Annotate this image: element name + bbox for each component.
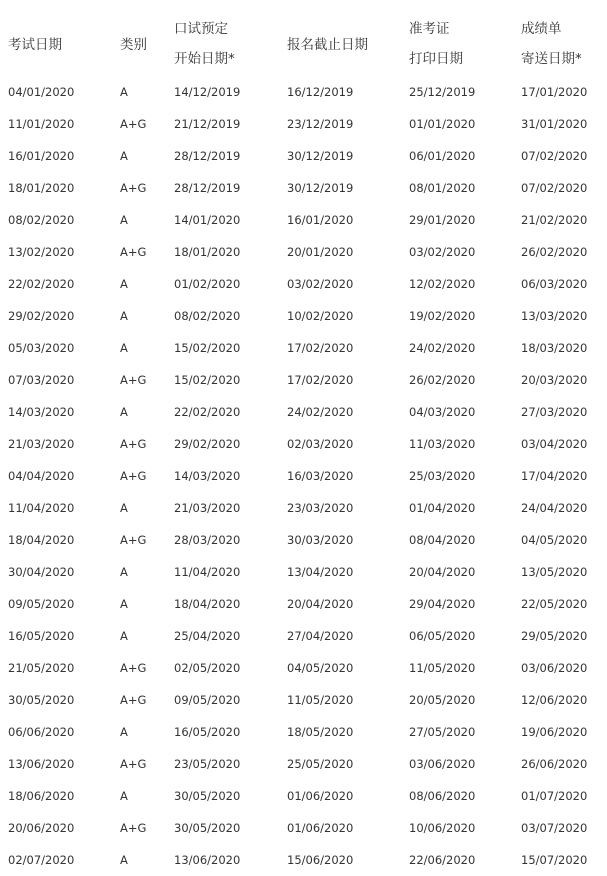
- admission-ticket-cell: 25/12/2019: [409, 85, 476, 99]
- category-cell: A: [120, 725, 128, 739]
- table-body: [0, 76, 607, 876]
- admission-ticket-cell: 24/02/2020: [409, 341, 476, 355]
- deadline-cell: 16/12/2019: [287, 85, 354, 99]
- speaking-start-cell: 18/01/2020: [174, 245, 241, 259]
- admission-ticket-cell: 20/04/2020: [409, 565, 476, 579]
- deadline-cell: 15/06/2020: [287, 853, 354, 867]
- deadline-cell: 30/12/2019: [287, 149, 354, 163]
- report-send-cell: 26/06/2020: [521, 757, 588, 771]
- category-cell: A: [120, 789, 128, 803]
- header-admission-ticket-line2: 打印日期: [409, 51, 463, 67]
- speaking-start-cell: 01/02/2020: [174, 277, 241, 291]
- deadline-cell: 20/04/2020: [287, 597, 354, 611]
- category-cell: A+G: [120, 469, 147, 483]
- table-row: [0, 396, 607, 428]
- header-admission-ticket-line1: 准考证: [409, 21, 450, 37]
- report-send-cell: 17/01/2020: [521, 85, 588, 99]
- table-row: [0, 620, 607, 652]
- exam-date-cell: 16/05/2020: [8, 629, 75, 643]
- report-send-cell: 18/03/2020: [521, 341, 588, 355]
- table-row: [0, 588, 607, 620]
- exam-date-cell: 21/05/2020: [8, 661, 75, 675]
- deadline-cell: 23/12/2019: [287, 117, 354, 131]
- table-header: [0, 0, 607, 76]
- exam-date-cell: 11/04/2020: [8, 501, 75, 515]
- exam-date-cell: 18/01/2020: [8, 181, 75, 195]
- exam-date-cell: 04/01/2020: [8, 85, 75, 99]
- table-row: [0, 492, 607, 524]
- exam-date-cell: 04/04/2020: [8, 469, 75, 483]
- report-send-cell: 03/06/2020: [521, 661, 588, 675]
- category-cell: A: [120, 85, 128, 99]
- exam-date-cell: 30/05/2020: [8, 693, 75, 707]
- deadline-cell: 02/03/2020: [287, 437, 354, 451]
- report-send-cell: 12/06/2020: [521, 693, 588, 707]
- table-row: [0, 780, 607, 812]
- deadline-cell: 23/03/2020: [287, 501, 354, 515]
- table-row: [0, 684, 607, 716]
- admission-ticket-cell: 29/01/2020: [409, 213, 476, 227]
- report-send-cell: 13/03/2020: [521, 309, 588, 323]
- header-speaking-start-line1: 口试预定: [174, 21, 228, 37]
- speaking-start-cell: 08/02/2020: [174, 309, 241, 323]
- speaking-start-cell: 15/02/2020: [174, 341, 241, 355]
- speaking-start-cell: 13/06/2020: [174, 853, 241, 867]
- category-cell: A: [120, 501, 128, 515]
- table-row: [0, 332, 607, 364]
- exam-date-cell: 05/03/2020: [8, 341, 75, 355]
- admission-ticket-cell: 04/03/2020: [409, 405, 476, 419]
- admission-ticket-cell: 26/02/2020: [409, 373, 476, 387]
- report-send-cell: 04/05/2020: [521, 533, 588, 547]
- deadline-cell: 30/03/2020: [287, 533, 354, 547]
- admission-ticket-cell: 08/04/2020: [409, 533, 476, 547]
- header-report-send-line2: 寄送日期*: [521, 51, 582, 67]
- report-send-cell: 26/02/2020: [521, 245, 588, 259]
- report-send-cell: 22/05/2020: [521, 597, 588, 611]
- table-row: [0, 76, 607, 108]
- deadline-cell: 03/02/2020: [287, 277, 354, 291]
- report-send-cell: 07/02/2020: [521, 149, 588, 163]
- deadline-cell: 04/05/2020: [287, 661, 354, 675]
- admission-ticket-cell: 22/06/2020: [409, 853, 476, 867]
- report-send-cell: 29/05/2020: [521, 629, 588, 643]
- category-cell: A+G: [120, 181, 147, 195]
- category-cell: A: [120, 213, 128, 227]
- report-send-cell: 31/01/2020: [521, 117, 588, 131]
- category-cell: A: [120, 853, 128, 867]
- exam-date-cell: 09/05/2020: [8, 597, 75, 611]
- deadline-cell: 16/01/2020: [287, 213, 354, 227]
- deadline-cell: 17/02/2020: [287, 341, 354, 355]
- exam-date-cell: 07/03/2020: [8, 373, 75, 387]
- admission-ticket-cell: 08/01/2020: [409, 181, 476, 195]
- report-send-cell: 07/02/2020: [521, 181, 588, 195]
- report-send-cell: 27/03/2020: [521, 405, 588, 419]
- report-send-cell: 13/05/2020: [521, 565, 588, 579]
- header-report-send-line1: 成绩单: [521, 21, 562, 37]
- exam-date-cell: 11/01/2020: [8, 117, 75, 131]
- admission-ticket-cell: 06/05/2020: [409, 629, 476, 643]
- table-row: [0, 716, 607, 748]
- table-row: [0, 204, 607, 236]
- category-cell: A+G: [120, 821, 147, 835]
- category-cell: A: [120, 629, 128, 643]
- report-send-cell: 17/04/2020: [521, 469, 588, 483]
- admission-ticket-cell: 20/05/2020: [409, 693, 476, 707]
- category-cell: A+G: [120, 245, 147, 259]
- table-row: [0, 300, 607, 332]
- deadline-cell: 30/12/2019: [287, 181, 354, 195]
- admission-ticket-cell: 03/06/2020: [409, 757, 476, 771]
- report-send-cell: 03/07/2020: [521, 821, 588, 835]
- speaking-start-cell: 11/04/2020: [174, 565, 241, 579]
- deadline-cell: 10/02/2020: [287, 309, 354, 323]
- speaking-start-cell: 14/01/2020: [174, 213, 241, 227]
- deadline-cell: 24/02/2020: [287, 405, 354, 419]
- report-send-cell: 19/06/2020: [521, 725, 588, 739]
- admission-ticket-cell: 11/03/2020: [409, 437, 476, 451]
- category-cell: A+G: [120, 693, 147, 707]
- exam-date-cell: 14/03/2020: [8, 405, 75, 419]
- category-cell: A+G: [120, 533, 147, 547]
- table-row: [0, 460, 607, 492]
- deadline-cell: 16/03/2020: [287, 469, 354, 483]
- report-send-cell: 20/03/2020: [521, 373, 588, 387]
- deadline-cell: 13/04/2020: [287, 565, 354, 579]
- report-send-cell: 03/04/2020: [521, 437, 588, 451]
- speaking-start-cell: 16/05/2020: [174, 725, 241, 739]
- deadline-cell: 18/05/2020: [287, 725, 354, 739]
- speaking-start-cell: 09/05/2020: [174, 693, 241, 707]
- exam-date-cell: 29/02/2020: [8, 309, 75, 323]
- deadline-cell: 01/06/2020: [287, 789, 354, 803]
- deadline-cell: 17/02/2020: [287, 373, 354, 387]
- exam-date-cell: 18/06/2020: [8, 789, 75, 803]
- category-cell: A: [120, 309, 128, 323]
- deadline-cell: 01/06/2020: [287, 821, 354, 835]
- table-row: [0, 748, 607, 780]
- table-row: [0, 652, 607, 684]
- speaking-start-cell: 02/05/2020: [174, 661, 241, 675]
- speaking-start-cell: 18/04/2020: [174, 597, 241, 611]
- speaking-start-cell: 23/05/2020: [174, 757, 241, 771]
- admission-ticket-cell: 06/01/2020: [409, 149, 476, 163]
- table-row: [0, 268, 607, 300]
- category-cell: A+G: [120, 757, 147, 771]
- speaking-start-cell: 21/03/2020: [174, 501, 241, 515]
- speaking-start-cell: 28/12/2019: [174, 149, 241, 163]
- exam-date-cell: 13/02/2020: [8, 245, 75, 259]
- category-cell: A: [120, 149, 128, 163]
- table-row: [0, 556, 607, 588]
- exam-date-cell: 21/03/2020: [8, 437, 75, 451]
- category-cell: A: [120, 341, 128, 355]
- speaking-start-cell: 14/03/2020: [174, 469, 241, 483]
- category-cell: A+G: [120, 373, 147, 387]
- speaking-start-cell: 25/04/2020: [174, 629, 241, 643]
- report-send-cell: 24/04/2020: [521, 501, 588, 515]
- admission-ticket-cell: 12/02/2020: [409, 277, 476, 291]
- exam-date-cell: 20/06/2020: [8, 821, 75, 835]
- table-row: [0, 140, 607, 172]
- header-registration-deadline: 报名截止日期: [287, 37, 368, 53]
- exam-date-cell: 16/01/2020: [8, 149, 75, 163]
- category-cell: A: [120, 277, 128, 291]
- speaking-start-cell: 29/02/2020: [174, 437, 241, 451]
- report-send-cell: 15/07/2020: [521, 853, 588, 867]
- report-send-cell: 21/02/2020: [521, 213, 588, 227]
- category-cell: A+G: [120, 437, 147, 451]
- table-row: [0, 524, 607, 556]
- table-row: [0, 236, 607, 268]
- table-row: [0, 108, 607, 140]
- speaking-start-cell: 28/03/2020: [174, 533, 241, 547]
- exam-date-cell: 08/02/2020: [8, 213, 75, 227]
- table-row: [0, 428, 607, 460]
- speaking-start-cell: 21/12/2019: [174, 117, 241, 131]
- admission-ticket-cell: 19/02/2020: [409, 309, 476, 323]
- admission-ticket-cell: 27/05/2020: [409, 725, 476, 739]
- exam-date-cell: 06/06/2020: [8, 725, 75, 739]
- deadline-cell: 11/05/2020: [287, 693, 354, 707]
- category-cell: A: [120, 597, 128, 611]
- admission-ticket-cell: 08/06/2020: [409, 789, 476, 803]
- admission-ticket-cell: 29/04/2020: [409, 597, 476, 611]
- speaking-start-cell: 30/05/2020: [174, 821, 241, 835]
- admission-ticket-cell: 03/02/2020: [409, 245, 476, 259]
- table-row: [0, 844, 607, 876]
- exam-date-cell: 22/02/2020: [8, 277, 75, 291]
- report-send-cell: 06/03/2020: [521, 277, 588, 291]
- speaking-start-cell: 14/12/2019: [174, 85, 241, 99]
- admission-ticket-cell: 25/03/2020: [409, 469, 476, 483]
- category-cell: A: [120, 565, 128, 579]
- admission-ticket-cell: 01/01/2020: [409, 117, 476, 131]
- table-row: [0, 812, 607, 844]
- deadline-cell: 20/01/2020: [287, 245, 354, 259]
- exam-date-cell: 13/06/2020: [8, 757, 75, 771]
- report-send-cell: 01/07/2020: [521, 789, 588, 803]
- exam-date-cell: 18/04/2020: [8, 533, 75, 547]
- table-row: [0, 172, 607, 204]
- header-speaking-start-line2: 开始日期*: [174, 51, 235, 67]
- deadline-cell: 27/04/2020: [287, 629, 354, 643]
- category-cell: A: [120, 405, 128, 419]
- speaking-start-cell: 30/05/2020: [174, 789, 241, 803]
- exam-date-cell: 30/04/2020: [8, 565, 75, 579]
- category-cell: A+G: [120, 117, 147, 131]
- header-exam-date: 考试日期: [8, 37, 62, 53]
- admission-ticket-cell: 11/05/2020: [409, 661, 476, 675]
- admission-ticket-cell: 10/06/2020: [409, 821, 476, 835]
- table-row: [0, 364, 607, 396]
- speaking-start-cell: 15/02/2020: [174, 373, 241, 387]
- speaking-start-cell: 28/12/2019: [174, 181, 241, 195]
- speaking-start-cell: 22/02/2020: [174, 405, 241, 419]
- exam-date-cell: 02/07/2020: [8, 853, 75, 867]
- category-cell: A+G: [120, 661, 147, 675]
- admission-ticket-cell: 01/04/2020: [409, 501, 476, 515]
- deadline-cell: 25/05/2020: [287, 757, 354, 771]
- header-category: 类别: [120, 37, 147, 53]
